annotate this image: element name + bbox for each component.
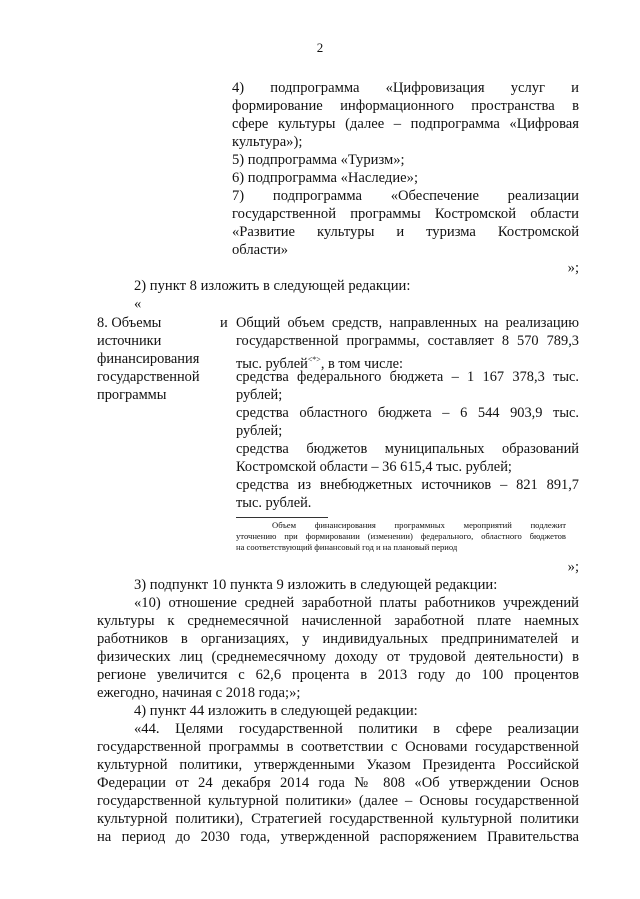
table-right-line: средства бюджетов муниципальных образований	[236, 441, 579, 457]
footnote-line	[236, 520, 566, 531]
list-line: «Развитие культуры и туризма Костромской	[232, 224, 579, 240]
body-line: на период до 2030 года, утвержденной распоряжением Правительства	[97, 829, 579, 845]
table-left-line: финансирования	[97, 351, 200, 367]
table-right-line: Костромской области – 36 615,4 тыс. рублей;	[236, 459, 512, 475]
body-line: физических лиц (среднемесячному доходу от трудовой деятельности) в	[97, 649, 579, 665]
footnote-line: на соответствующий финансовый год и на плановый период	[236, 542, 458, 552]
body-line: культурной политики, утвержденными Указом Президента Российской	[97, 757, 579, 773]
closing-quote: »;	[567, 260, 579, 276]
table-right-line: Общий объем средств, направленных на реализацию	[236, 315, 579, 331]
footnote-line: уточнению при формировании (изменении) федерального, областного бюджетов	[236, 531, 566, 541]
body-line: государственной программы в соответствии с Основами государственной	[97, 739, 579, 755]
table-right-line: средства из внебюджетных источников – 821 891,7	[236, 477, 579, 493]
item-4-intro: 4) пункт 44 изложить в следующей редакции:	[134, 703, 418, 719]
table-right-text: , в том числе:	[320, 355, 404, 372]
list-line: государственной программы Костромской области	[232, 206, 579, 222]
page-number: 2	[316, 40, 324, 55]
body-line: «44. Целями государственной политики в сфере реализации	[134, 721, 579, 737]
list-line: 4) подпрограмма «Цифровизация услуг и	[232, 80, 579, 96]
table-left-line: источники	[97, 333, 162, 349]
table-right-line: рублей;	[236, 423, 283, 439]
body-line: «10) отношение средней заработной платы работников учреждений	[134, 595, 579, 611]
list-line: культура»);	[232, 134, 303, 150]
list-line: 5) подпрограмма «Туризм»;	[232, 152, 405, 168]
table-right-line: государственной программы, составляет 8 570 789,3	[236, 333, 579, 349]
item-2-intro: 2) пункт 8 изложить в следующей редакции:	[134, 278, 411, 294]
table-right-line: тыс. рублей.	[236, 495, 312, 511]
footnote-rule	[236, 517, 328, 518]
footnote-mark: <*>	[307, 355, 321, 364]
body-line: культуры к среднемесячной начисленной заработной плате наемных	[97, 613, 579, 629]
list-line: области»	[232, 242, 289, 258]
table-left-line: программы	[97, 387, 167, 403]
closing-quote: »;	[567, 559, 579, 575]
body-line: Федерации от 24 декабря 2014 года № 808 «Об утверждении Основ	[97, 775, 579, 791]
item-3-intro: 3) подпункт 10 пункта 9 изложить в следующей редакции:	[134, 577, 498, 593]
table-right-text: тыс. рублей	[236, 355, 308, 372]
body-line: ежегодно, начиная с 2018 года;»;	[97, 685, 301, 701]
list-line: формирование информационного пространства в	[232, 98, 579, 114]
list-line: 6) подпрограмма «Наследие»;	[232, 170, 418, 186]
table-right-line: рублей;	[236, 387, 283, 403]
body-line: культурной политики), Стратегией государственной культурной политики	[97, 811, 579, 827]
table-right-line: средства областного бюджета – 6 544 903,9 тыс.	[236, 405, 579, 421]
list-line: 7) подпрограмма «Обеспечение реализации	[232, 188, 579, 204]
body-line: работников в организациях, у индивидуальных предпринимателей и	[97, 631, 579, 647]
table-left-line: 8. Объемы	[97, 315, 162, 331]
body-line: регионе увеличится с 62,6 процента в 2013 году до 100 процентов	[97, 667, 579, 683]
table-right-line: средства федерального бюджета – 1 167 378,3 тыс.	[236, 369, 579, 385]
body-line: государственной культурной политики» (далее – Основы государственной	[97, 793, 579, 809]
list-line: сфере культуры (далее – подпрограмма «Цифровая	[232, 116, 579, 132]
opening-quote: «	[134, 296, 142, 312]
footnote-line-text: Объем финансирования программных мероприятий подлежит	[272, 520, 566, 530]
table-left-line: государственной	[97, 369, 200, 385]
table-left-and: и	[220, 315, 228, 331]
